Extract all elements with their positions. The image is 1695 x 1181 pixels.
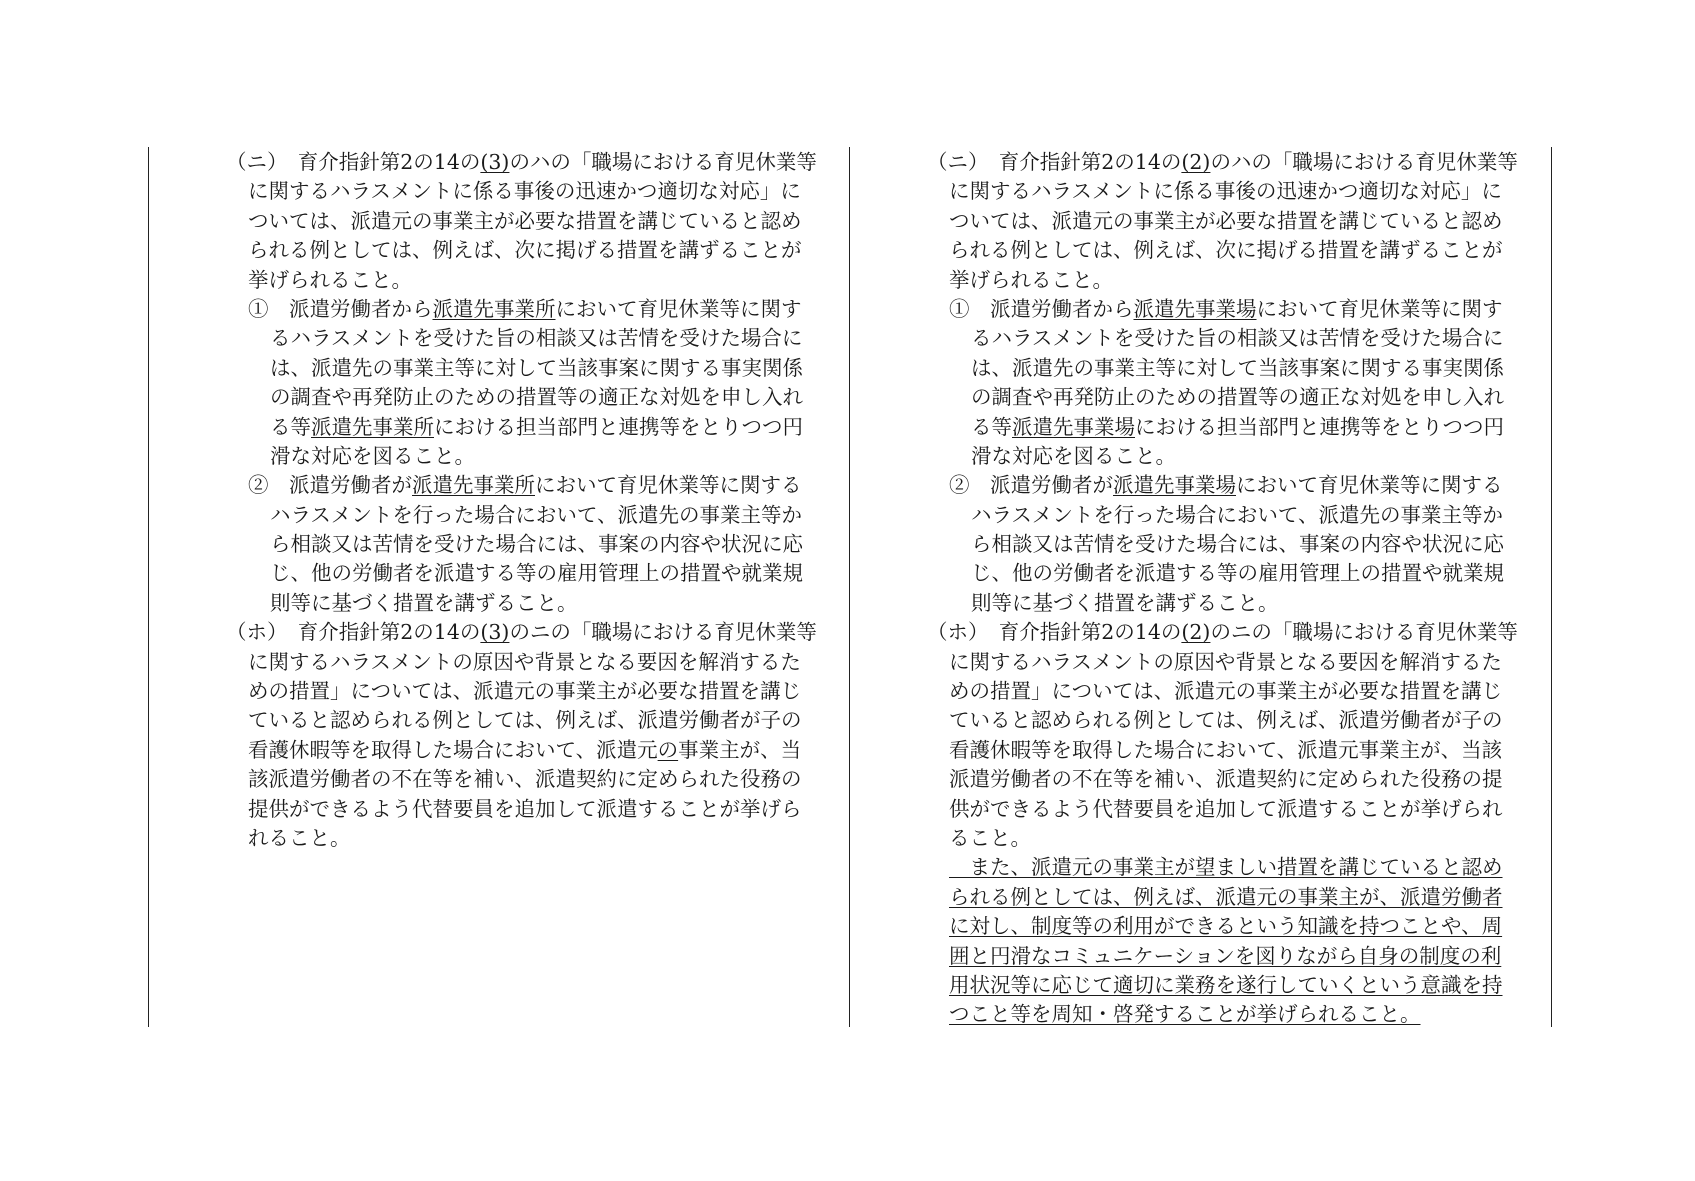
text-line: は、派遣先の事業主等に対して当該事案に関する事実関係	[971, 355, 1504, 380]
underlined-text: 派遣先事業所	[412, 473, 535, 498]
text-line: に関するハラスメントの原因や背景となる要因を解消するた	[248, 649, 801, 674]
text-line: ら相談又は苦情を受けた場合には、事案の内容や状況に応	[971, 532, 1504, 557]
underlined-text: の	[657, 737, 679, 762]
text-line: に関するハラスメントに係る事後の迅速かつ適切な対応」に	[949, 179, 1502, 204]
text-line: 滑な対応を図ること。	[270, 443, 475, 468]
text-line: に関するハラスメントの原因や背景となる要因を解消するた	[949, 649, 1502, 674]
text-line: じ、他の労働者を派遣する等の雇用管理上の措置や就業規	[270, 561, 803, 586]
text-line: 看護休暇等を取得した場合において、派遣元の事業主が、当	[248, 737, 802, 762]
text-line: れること。	[248, 825, 351, 850]
underlined-text: (2)	[1181, 150, 1211, 174]
underlined-text: 派遣先事業場	[1012, 414, 1135, 439]
text-line: ① 派遣労働者から派遣先事業所において育児休業等に関す	[248, 296, 802, 321]
underlined-text: また、派遣元の事業主が望ましい措置を講じていると認め	[949, 855, 1503, 880]
text-line: られる例としては、例えば、次に掲げる措置を講ずることが	[949, 238, 1503, 263]
text-line: （ホ） 育介指針第2の14の(2)のニの「職場における育児休業等	[927, 620, 1518, 645]
right-paragraph-ni	[927, 148, 1527, 295]
right-column	[927, 148, 1527, 1030]
text-line: ること。	[949, 825, 1031, 850]
left-margin-rule	[148, 147, 149, 1027]
text-line: 提供ができるよう代替要員を追加して派遣することが挙げら	[248, 796, 802, 821]
text-line: ハラスメントを行った場合において、派遣先の事業主等か	[270, 502, 802, 527]
left-item-2	[226, 471, 826, 618]
text-line: 該派遣労働者の不在等を補い、派遣契約に定められた役務の	[248, 767, 802, 792]
text-line: るハラスメントを受けた旨の相談又は苦情を受けた場合に	[270, 326, 803, 351]
text-line: 挙げられること。	[949, 267, 1113, 292]
text-line: （ニ） 育介指針第2の14の(2)のハの「職場における育児休業等	[927, 150, 1518, 174]
text-line	[927, 912, 1527, 941]
text-line: めの措置」については、派遣元の事業主が必要な措置を講じ	[248, 679, 802, 704]
text-line	[927, 971, 1527, 1000]
text-line: る等派遣先事業所における担当部門と連携等をとりつつ円	[270, 414, 803, 439]
text-line: られる例としては、例えば、次に掲げる措置を講ずることが	[248, 238, 802, 263]
text-line: ついては、派遣元の事業主が必要な措置を講じていると認め	[949, 208, 1503, 233]
text-line: の調査や再発防止のための措置等の適正な対処を申し入れ	[270, 385, 803, 410]
right-added-paragraph	[927, 853, 1527, 1029]
text-line	[927, 853, 1527, 882]
left-column	[226, 148, 826, 853]
text-line: るハラスメントを受けた旨の相談又は苦情を受けた場合に	[971, 326, 1504, 351]
text-line: ハラスメントを行った場合において、派遣先の事業主等か	[971, 502, 1503, 527]
left-item-1	[226, 295, 826, 471]
text-line: （ニ） 育介指針第2の14の(3)のハの「職場における育児休業等	[226, 150, 817, 174]
text-line: ① 派遣労働者から派遣先事業場において育児休業等に関す	[949, 296, 1503, 321]
text-line: る等派遣先事業場における担当部門と連携等をとりつつ円	[971, 414, 1504, 439]
center-divider-rule	[849, 147, 850, 1027]
underlined-text: 囲と円滑なコミュニケーションを図りながら自身の制度の利	[949, 943, 1502, 968]
text-line: 滑な対応を図ること。	[971, 443, 1176, 468]
right-paragraph-ho	[927, 618, 1527, 853]
right-margin-rule	[1551, 147, 1552, 1027]
text-line: 則等に基づく措置を講ずること。	[971, 590, 1279, 615]
text-line	[927, 883, 1527, 912]
text-line: 派遣労働者の不在等を補い、派遣契約に定められた役務の提	[949, 767, 1503, 792]
left-paragraph-ni	[226, 148, 826, 295]
text-line: ていると認められる例としては、例えば、派遣労働者が子の	[248, 708, 802, 733]
underlined-text: 派遣先事業所	[432, 296, 556, 321]
underlined-text: (3)	[480, 150, 510, 174]
text-line: の調査や再発防止のための措置等の適正な対処を申し入れ	[971, 385, 1504, 410]
underlined-text: つこと等を周知・啓発することが挙げられること。	[949, 1002, 1421, 1027]
text-line: めの措置」については、派遣元の事業主が必要な措置を講じ	[949, 679, 1503, 704]
text-line	[927, 942, 1527, 971]
text-line: （ホ） 育介指針第2の14の(3)のニの「職場における育児休業等	[226, 620, 817, 645]
text-line: ら相談又は苦情を受けた場合には、事案の内容や状況に応	[270, 532, 803, 557]
text-line: 則等に基づく措置を講ずること。	[270, 590, 578, 615]
text-line: ていると認められる例としては、例えば、派遣労働者が子の	[949, 708, 1503, 733]
text-line: ついては、派遣元の事業主が必要な措置を講じていると認め	[248, 208, 802, 233]
underlined-text: られる例としては、例えば、派遣元の事業主が、派遣労働者	[949, 884, 1503, 909]
text-line: 挙げられること。	[248, 267, 412, 292]
underlined-text: (2)	[1181, 620, 1211, 645]
underlined-text: 派遣先事業所	[311, 414, 434, 439]
text-line: じ、他の労働者を派遣する等の雇用管理上の措置や就業規	[971, 561, 1504, 586]
text-line: ② 派遣労働者が派遣先事業所において育児休業等に関する	[248, 473, 802, 498]
text-line: ② 派遣労働者が派遣先事業場において育児休業等に関する	[949, 473, 1503, 498]
text-line: 看護休暇等を取得した場合において、派遣元事業主が、当該	[949, 737, 1503, 762]
text-line: に関するハラスメントに係る事後の迅速かつ適切な対応」に	[248, 179, 801, 204]
left-paragraph-ho	[226, 618, 826, 853]
text-line	[927, 1000, 1527, 1029]
text-line: は、派遣先の事業主等に対して当該事案に関する事実関係	[270, 355, 803, 380]
text-line: 供ができるよう代替要員を追加して派遣することが挙げられ	[949, 796, 1503, 821]
underlined-text: に対し、制度等の利用ができるという知識を持つことや、周	[949, 914, 1503, 939]
underlined-text: 派遣先事業場	[1133, 296, 1257, 321]
right-item-1	[927, 295, 1527, 471]
underlined-text: 用状況等に応じて適切に業務を遂行していくという意識を持	[949, 972, 1503, 997]
underlined-text: 派遣先事業場	[1113, 473, 1236, 498]
right-item-2	[927, 471, 1527, 618]
underlined-text: (3)	[480, 620, 510, 645]
